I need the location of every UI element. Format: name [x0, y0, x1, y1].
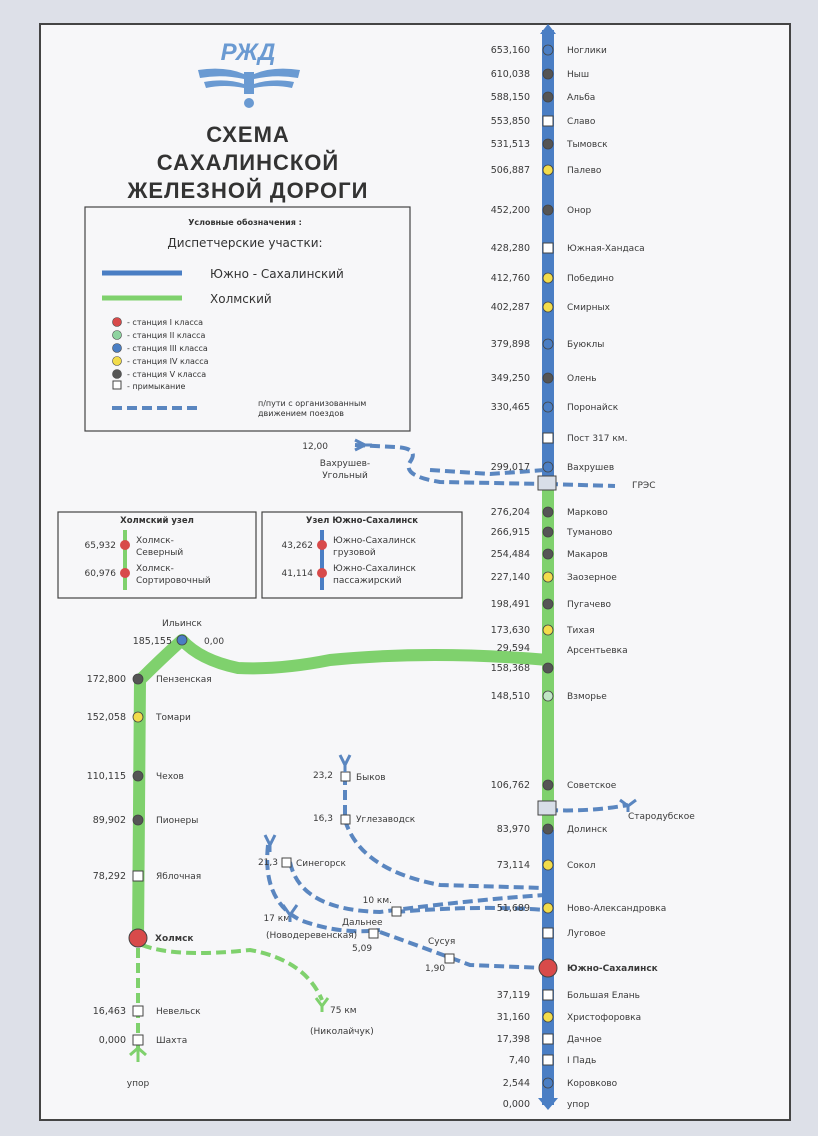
station-name: Холмск — [155, 934, 194, 944]
station-name: Поронайск — [567, 403, 619, 413]
station-name: Невельск — [156, 1007, 201, 1017]
station-marker — [543, 1012, 553, 1022]
junction-marker — [543, 990, 553, 1000]
legend-class-3-label: - станция III класса — [127, 344, 208, 353]
station-marker — [543, 139, 553, 149]
junction-marker — [543, 1034, 553, 1044]
station-name: Буюклы — [567, 340, 605, 350]
station-marker — [543, 205, 553, 215]
station-name: Марково — [567, 508, 608, 518]
station-name: Альба — [567, 93, 596, 103]
main-station[interactable] — [491, 339, 605, 350]
main-station[interactable] — [491, 549, 608, 560]
main-station[interactable] — [491, 302, 611, 313]
station-name: Томари — [156, 713, 191, 723]
station-class1-marker — [539, 959, 557, 977]
legend-class-3-icon — [113, 344, 122, 353]
junction-marker — [341, 815, 350, 824]
node-name: Сортировочный — [136, 576, 211, 586]
station-name: Дачное — [567, 1035, 602, 1045]
station-km: 158,368 — [490, 663, 530, 674]
station-name: Пост 317 км. — [567, 434, 628, 444]
branch-km: 16,3 — [312, 814, 333, 824]
station-km: 51,689 — [496, 903, 530, 914]
station-name: Стародубское — [628, 812, 695, 822]
junction-marker — [543, 433, 553, 443]
crossing-starodubskoe — [538, 801, 556, 815]
branch-km: 17 км — [263, 914, 290, 924]
station-name: упор — [567, 1100, 590, 1110]
station-name: Вахрушев — [567, 463, 615, 473]
logo-text: РЖД — [220, 39, 276, 66]
station-name: Арсентьевка — [567, 646, 628, 656]
station-marker — [120, 540, 130, 550]
main-station[interactable] — [491, 165, 602, 176]
branch-km: 23,2 — [312, 771, 333, 781]
node-name: Холмск- — [136, 564, 174, 574]
station-km: 299,017 — [490, 462, 530, 473]
legend-class-2-label: - станция II класса — [127, 331, 206, 340]
station-km: 349,250 — [490, 373, 530, 384]
node-name: Южно-Сахалинск — [333, 564, 416, 574]
branch-km: 1,90 — [425, 964, 446, 974]
main-station[interactable] — [491, 45, 607, 56]
junction-marker — [341, 772, 350, 781]
station-km: 16,463 — [92, 1006, 126, 1017]
junction-marker — [445, 954, 454, 963]
station-name: Тымовск — [567, 140, 608, 150]
junction-marker — [543, 928, 553, 938]
legend-junction-label: - примыкание — [127, 382, 186, 391]
junction-marker — [133, 871, 143, 881]
station-km: 610,038 — [490, 69, 530, 80]
branch-name: Дальнее — [342, 918, 383, 928]
station-km: 83,970 — [496, 824, 530, 835]
station-km: 7,40 — [508, 1055, 530, 1066]
station-km: 0,000 — [502, 1099, 530, 1110]
station-name: Онор — [567, 206, 592, 216]
station-name: ГРЭС — [632, 481, 656, 491]
title-line2: САХАЛИНСКОЙ — [156, 150, 340, 175]
station-km: 506,887 — [490, 165, 530, 176]
station-marker — [543, 824, 553, 834]
station-marker — [120, 568, 130, 578]
station-name: Коровково — [567, 1079, 618, 1089]
station-name: упор — [126, 1079, 150, 1089]
main-station[interactable] — [497, 903, 667, 914]
station-marker — [543, 527, 553, 537]
station-name: Большая Елань — [567, 991, 640, 1001]
station-name: I Падь — [567, 1056, 597, 1066]
station-name: Тихая — [567, 626, 595, 636]
station-class1-marker — [129, 929, 147, 947]
title-line1: СХЕМА — [206, 122, 290, 147]
station-km: 531,513 — [490, 139, 530, 150]
node-km: 43,262 — [281, 541, 313, 551]
station-marker — [543, 45, 553, 55]
station-name: Туманово — [567, 528, 613, 538]
junction-marker — [543, 116, 553, 126]
station-km: 110,115 — [86, 771, 126, 782]
station-km: 553,850 — [490, 116, 530, 127]
station-km: 2,544 — [502, 1078, 530, 1089]
title-line3: ЖЕЛЕЗНОЙ ДОРОГИ — [127, 178, 369, 203]
branch-name: Быков — [356, 773, 386, 783]
branch-km: 12,00 — [302, 442, 328, 452]
station-name: Ильинск — [162, 619, 202, 629]
station-marker — [543, 780, 553, 790]
main-station[interactable] — [497, 990, 640, 1001]
node-name: грузовой — [333, 548, 376, 558]
branch-name: Сусуя — [428, 937, 456, 947]
legend-class-4-icon — [113, 357, 122, 366]
station-marker — [133, 712, 143, 722]
node-name: пассажирский — [333, 576, 402, 586]
node-km: 65,932 — [84, 541, 116, 551]
station-marker — [133, 771, 143, 781]
station-name: Луговое — [567, 929, 606, 939]
legend-class-1-icon — [113, 318, 122, 327]
station-km: 227,140 — [490, 572, 530, 583]
station-km: 31,160 — [496, 1012, 530, 1023]
station-km: 173,630 — [490, 625, 530, 636]
station-name: Смирных — [567, 303, 610, 313]
main-station[interactable] — [497, 1012, 641, 1023]
station-km: 0,000 — [98, 1035, 126, 1046]
station-name: Пионеры — [156, 816, 199, 826]
branch-km: 21,3 — [257, 858, 278, 868]
legend-dashed-label1: п/пути с организованным — [258, 399, 367, 408]
crossing-gres — [538, 476, 556, 490]
station-marker — [543, 663, 553, 673]
junction-marker — [392, 907, 401, 916]
main-station[interactable] — [632, 481, 655, 491]
station-name: Южная-Хандаса — [567, 244, 645, 254]
station-name: Макаров — [567, 550, 608, 560]
legend-class-4-label: - станция IV класса — [127, 357, 209, 366]
station-km: 185,155 — [132, 636, 172, 647]
main-station[interactable] — [509, 1055, 596, 1066]
station-marker — [543, 373, 553, 383]
station-km: 254,484 — [490, 549, 530, 560]
main-station[interactable] — [628, 812, 695, 822]
station-name: Ново-Александровка — [567, 904, 667, 914]
station-km: 37,119 — [496, 990, 530, 1001]
station-name: Советское — [567, 781, 617, 791]
station-marker — [543, 302, 553, 312]
station-km: 276,204 — [490, 507, 530, 518]
branch-km: 5,09 — [352, 944, 373, 954]
main-station[interactable] — [543, 928, 606, 939]
station-km: 588,150 — [490, 92, 530, 103]
station-km: 29,594 — [496, 643, 530, 654]
station-km: 172,800 — [86, 674, 126, 685]
station-km: 106,762 — [490, 780, 530, 791]
station-marker — [543, 1078, 553, 1088]
west-station[interactable] — [87, 771, 184, 782]
station-km: 653,160 — [490, 45, 530, 56]
branch-name: Углезаводск — [356, 815, 416, 825]
station-km: 266,915 — [490, 527, 530, 538]
station-marker — [543, 691, 553, 701]
station-name: Южно-Сахалинск — [567, 964, 658, 974]
junction-marker — [133, 1006, 143, 1016]
station-marker — [177, 635, 187, 645]
station-marker — [317, 540, 327, 550]
branch-name: Угольный — [322, 471, 368, 481]
station-marker — [543, 625, 553, 635]
node-name: Холмск- — [136, 536, 174, 546]
station-km: 78,292 — [92, 871, 126, 882]
station-km: 402,287 — [490, 302, 530, 313]
station-marker — [543, 572, 553, 582]
junction-marker — [369, 929, 378, 938]
branch-name: Синегорск — [296, 859, 346, 869]
junction-marker — [133, 1035, 143, 1045]
station-name: Христофоровка — [567, 1013, 642, 1023]
station-km: 198,491 — [490, 599, 530, 610]
node-km: 60,976 — [84, 569, 116, 579]
station-marker — [133, 815, 143, 825]
west-station[interactable] — [99, 1035, 187, 1046]
junction-marker — [543, 1055, 553, 1065]
legend-dashed-label2: движением поездов — [258, 409, 344, 418]
legend-class-1-label: - станция I класса — [127, 318, 204, 327]
station-marker — [543, 165, 553, 175]
station-name: Пензенская — [156, 675, 212, 685]
legend-class-5-label: - станция V класса — [127, 370, 207, 379]
station-name: Пугачево — [567, 600, 612, 610]
legend-heading: Условные обозначения : — [188, 218, 302, 227]
station-name: Долинск — [567, 825, 608, 835]
station-marker — [543, 903, 553, 913]
station-km: 89,902 — [92, 815, 126, 826]
branch-name: Вахрушев- — [319, 459, 371, 469]
west-station[interactable] — [87, 712, 191, 723]
station-marker — [543, 549, 553, 559]
legend-line-south-label: Южно - Сахалинский — [210, 267, 344, 281]
station-km2: 0,00 — [204, 637, 225, 647]
station-name: Ныш — [567, 70, 590, 80]
main-station[interactable] — [491, 139, 608, 150]
station-marker — [543, 339, 553, 349]
node-name: Северный — [136, 548, 184, 558]
station-name: Взморье — [567, 692, 607, 702]
yuzhno-node-title: Узел Южно-Сахалинск — [305, 516, 419, 526]
station-km: 17,398 — [496, 1034, 530, 1045]
station-name: Ноглики — [567, 46, 607, 56]
station-km: 412,760 — [490, 273, 530, 284]
station-km: 379,898 — [490, 339, 530, 350]
main-station[interactable] — [491, 116, 596, 127]
station-marker — [543, 402, 553, 412]
branch-km: 75 км — [330, 1006, 357, 1016]
node-name: Южно-Сахалинск — [333, 536, 416, 546]
station-km: 73,114 — [496, 860, 530, 871]
node-km: 41,114 — [281, 569, 313, 579]
station-marker — [543, 69, 553, 79]
station-name: Славо — [567, 117, 596, 127]
station-name: Победино — [567, 274, 614, 284]
station-km: 152,058 — [86, 712, 126, 723]
main-station[interactable] — [497, 860, 596, 871]
junction-marker — [282, 858, 291, 867]
station-marker — [543, 860, 553, 870]
station-marker — [543, 599, 553, 609]
station-marker — [543, 273, 553, 283]
kholmsk-node-title: Холмский узел — [120, 516, 194, 526]
station-name: Шахта — [156, 1036, 188, 1046]
legend-class-2-icon — [113, 331, 122, 340]
main-station[interactable] — [491, 691, 608, 702]
main-station[interactable] — [491, 243, 645, 254]
main-station[interactable] — [497, 1034, 603, 1045]
station-marker — [133, 674, 143, 684]
main-station[interactable] — [491, 599, 612, 610]
legend-line-kholmsk-label: Холмский — [210, 292, 272, 306]
station-marker — [543, 92, 553, 102]
legend-class-5-icon — [113, 370, 122, 379]
branch-name: (Новодеревенская) — [266, 931, 358, 941]
station-km: 148,510 — [490, 691, 530, 702]
station-marker — [543, 507, 553, 517]
station-km: 452,200 — [490, 205, 530, 216]
station-name: Палево — [567, 166, 602, 176]
west-station[interactable] — [127, 1079, 150, 1089]
station-marker — [543, 462, 553, 472]
station-name: Заозерное — [567, 573, 617, 583]
station-marker — [317, 568, 327, 578]
junction-marker — [543, 243, 553, 253]
station-name: Сокол — [567, 861, 596, 871]
legend-sections-title: Диспетчерские участки: — [167, 236, 323, 250]
station-km: 330,465 — [490, 402, 530, 413]
station-name: Яблочная — [156, 872, 202, 882]
station-name: Олень — [567, 374, 597, 384]
legend-junction-icon — [113, 381, 121, 389]
branch-name: (Николайчук) — [310, 1027, 374, 1037]
main-station[interactable] — [491, 507, 609, 518]
station-name: Чехов — [156, 772, 184, 782]
branch-km: 10 км. — [362, 896, 392, 906]
station-km: 428,280 — [490, 243, 530, 254]
